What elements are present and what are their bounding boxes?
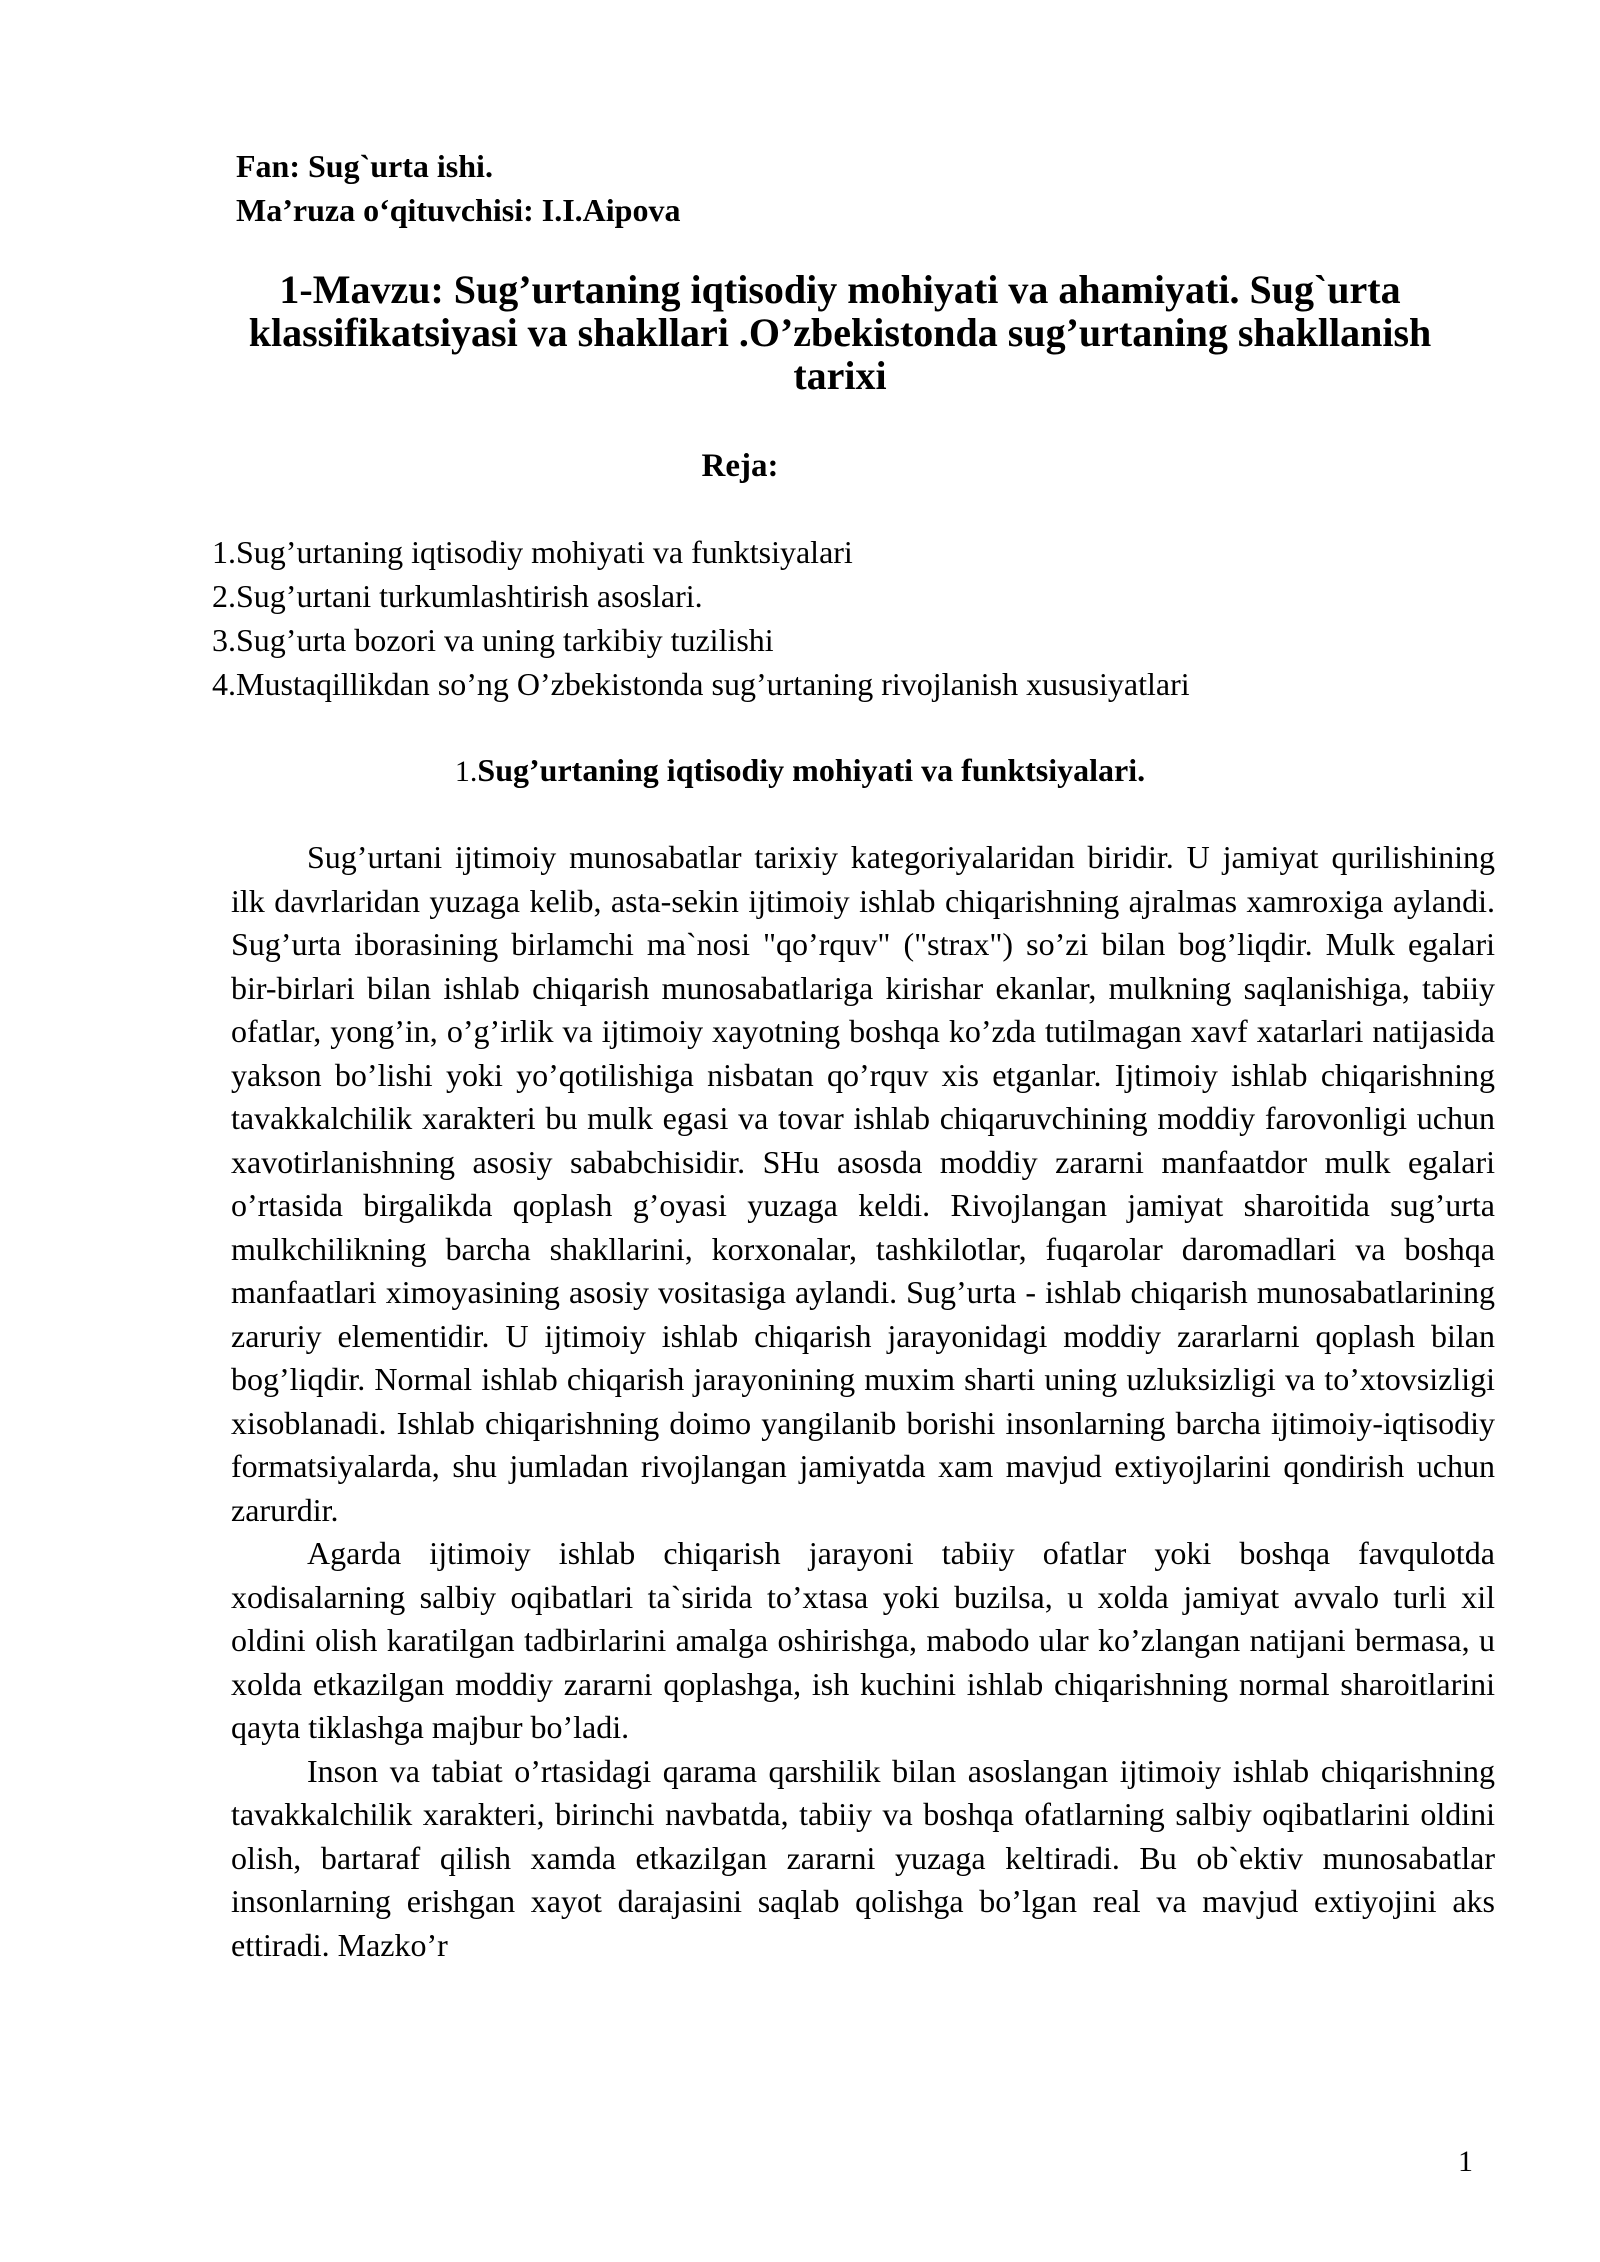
section-number: 1. xyxy=(454,755,478,788)
document-header xyxy=(236,144,680,232)
title-line-1: 1-Mavzu: Sug’urtaning iqtisodiy mohiyati va ahamiyati. Sug`urta xyxy=(279,267,1401,312)
subject-line: Fan: Sug`urta ishi. xyxy=(236,148,493,184)
plan-item: 4.Mustaqillikdan so’ng O’zbekistonda sug’urtaning rivojlanish xususiyatlari xyxy=(212,666,1190,702)
paragraph: Inson va tabiat o’rtasidagi qarama qarshilik bilan asoslangan ijtimoiy ishlab chiqarishning tavakkalchilik xarakteri, birinchi navbatda, tabiiy va boshqa ofatlarning salbiy oqibatlarini oldini olish, bartaraf qilish xamda etkazilgan zararni yuzaga keltiradi. Bu ob`ektiv munosabatlar insonlarning erishgan xayot darajasini saqlab qolishga bo’lgan real va mavjud extiyojini aks ettiradi. Mazko’r xyxy=(231,1752,1495,1963)
plan-list xyxy=(212,530,1190,706)
section-title: Sug’urtaning iqtisodiy mohiyati va funktsiyalari. xyxy=(477,752,1146,788)
lecturer-line: Ma’ruza o‘qituvchisi: I.I.Aipova xyxy=(236,192,681,228)
title-line-3: tarixi xyxy=(793,353,887,398)
paragraph: Sug’urtani ijtimoiy munosabatlar tarixiy kategoriyalaridan biridir. U jamiyat qurilishining ilk davrlaridan yuzaga kelib, asta-sekin ijtimoiy ishlab chiqarishning ajralmas xamroxiga aylandi. Sug’urta iborasining birlamchi ma`nosi "qo’rquv" ("strax") so’zi bilan bog’liqdir. Mulk egalari bir-birlari bilan ishlab chiqarish munosabatlariga kirishar ekanlar, mulkning saqlanishiga, tabiiy ofatlar, yong’in, o’g’irlik va ijtimoiy xayotning boshqa ko’zda tutilmagan xavf xatarlari natijasida yakson bo’lishi yoki yo’qotilishiga nisbatan qo’rquv xis etganlar. Ijtimoiy ishlab chiqarishning tavakkalchilik xarakteri bu mulk egasi va tovar ishlab chiqaruvchining moddiy farovonligi uchun xavotirlanishning asosiy sababchisidir. SHu asosda moddiy zararni manfaatdor mulk egalari o’rtasida birgalikda qoplash g’oyasi yuzaga keldi. Rivojlangan jamiyat sharoitida sug’urta mulkchilikning barcha shakllarini, korxonalar, tashkilotlar, fuqarolar daromadlari va boshqa manfaatlari ximoyasining asosiy vositasiga aylandi. Sug’urta - ishlab chiqarish munosabatlarining zaruriy elementidir. U ijtimoiy ishlab chiqarish jarayonidagi moddiy zararlarni qoplash bilan bog’liqdir. Normal ishlab chiqarish jarayonining muxim sharti uning uzluksizligi va to’xtovsizligi xisoblanadi. Ishlab chiqarishning doimo yangilanib borishi insonlarning barcha ijtimoiy-iqtisodiy formatsiyalarda, shu jumladan rivojlangan jamiyatda xam mavjud extiyojlarini qondirish uchun zarurdir. xyxy=(231,839,1495,1528)
plan-heading: Reja: xyxy=(701,448,779,484)
title-line-2: klassifikatsiyasi va shakllari .O’zbekistonda sug’urtaning shakllanish xyxy=(248,310,1432,355)
lecture-title xyxy=(200,268,1480,397)
paragraph: Agarda ijtimoiy ishlab chiqarish jarayoni tabiiy ofatlar yoki boshqa favqulotda xodisalarning salbiy oqibatlari ta`sirida to’xtasa yoki buzilsa, u xolda jamiyat avvalo turli xil oldini olish karatilgan tadbirlarini amalga oshirishga, mabodo ular ko’zlangan natijani bermasa, u xolda etkazilgan moddiy zararni qoplashga, ish kuchini ishlab chiqarishning normal sharoitlarini qayta tiklashga majbur bo’ladi. xyxy=(231,1535,1495,1745)
section-heading xyxy=(0,748,1600,794)
plan-item: 1.Sug’urtaning iqtisodiy mohiyati va funktsiyalari xyxy=(212,534,853,570)
plan-item: 3.Sug’urta bozori va uning tarkibiy tuzilishi xyxy=(212,622,774,658)
page-number: 1 xyxy=(1458,2145,1473,2178)
plan-item: 2.Sug’urtani turkumlashtirish asoslari. xyxy=(212,578,703,614)
body-text xyxy=(231,836,1495,1967)
